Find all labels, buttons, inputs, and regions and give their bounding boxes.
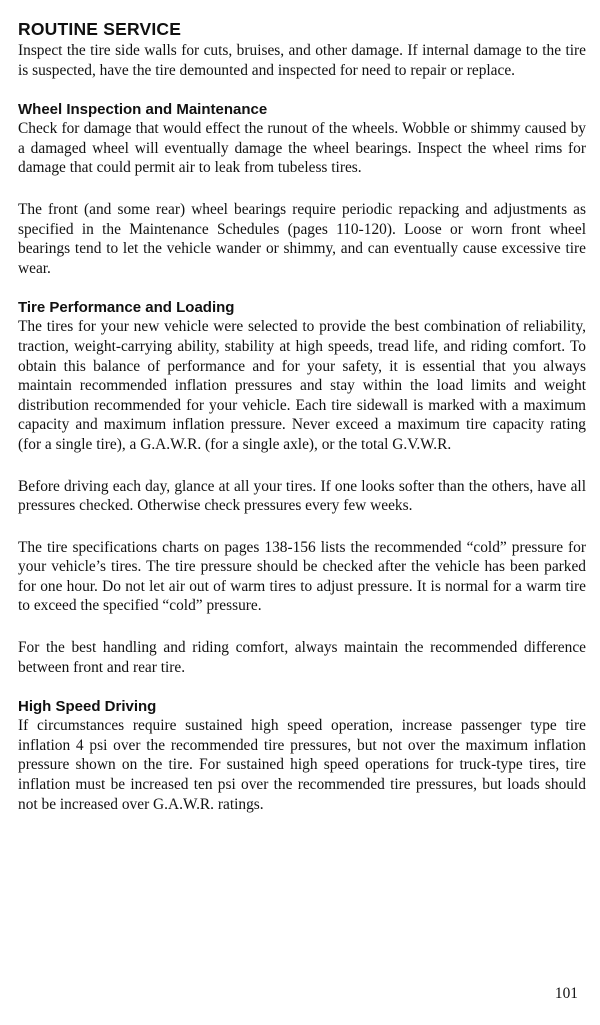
spacer bbox=[18, 455, 586, 477]
paragraph: If circumstances require sustained high speed operation, increase passenger type tire inflation 4 psi over the recommended tire pressures, but not over the maximum inflation pressure shown on the tire. For sustained high speed operations for truck-type tires, tire inflation must be increased ten psi over the recommended tire pressures, but loads should not be increased over G.A.W.R. ratings. bbox=[18, 717, 586, 813]
paragraph: For the best handling and riding comfort, always maintain the recommended difference between front and rear tire. bbox=[18, 639, 586, 676]
document-page bbox=[18, 18, 586, 814]
intro-paragraph: Inspect the tire side walls for cuts, bruises, and other damage. If internal damage to the tire is suspected, have the tire demounted and inspected for need to repair or replace. bbox=[18, 42, 586, 79]
spacer bbox=[18, 178, 586, 200]
paragraph: The tire specifications charts on pages 138-156 lists the recommended “cold” pressure for your vehicle’s tires. The tire pressure should be checked after the vehicle has been parked for one hour. Do not let air out of warm tires to adjust pressure. It is normal for a warm tire to exceed the specified “cold” pressure. bbox=[18, 538, 586, 615]
spacer bbox=[18, 278, 586, 298]
spacer bbox=[18, 516, 586, 538]
paragraph: Check for damage that would effect the runout of the wheels. Wobble or shimmy caused by a damaged wheel will eventually damage the wheel bearings. Inspect the wheel rims for damage that could permit air to leak from tubeless tires. bbox=[18, 120, 586, 177]
spacer bbox=[18, 616, 586, 638]
section-high-speed-driving bbox=[18, 697, 586, 814]
paragraph: The tires for your new vehicle were selected to provide the best combination of reliability, traction, weight-carrying ability, stability at high speeds, tread life, and riding comfort. To obtain this balance of performance and for your safety, it is essential that you always maintain recommended inflation pressures and stay within the load limits and weight distribution recommended for your vehicle. Each tire sidewall is marked with a maximum capacity and maximum inflation pressure. Never exceed a maximum tire capacity rating (for a single tire), a G.A.W.R. (for a single axle), or the total G.V.W.R. bbox=[18, 318, 586, 453]
section-heading: Tire Performance and Loading bbox=[18, 299, 235, 317]
section-heading: Wheel Inspection and Maintenance bbox=[18, 101, 268, 119]
paragraph: The front (and some rear) wheel bearings require periodic repacking and adjustments as specified in the Maintenance Schedules (pages 110-120). Loose or worn front wheel bearings tend to let the vehicle wander or shimmy, and can eventually cause excessive tire wear. bbox=[18, 200, 586, 277]
spacer bbox=[18, 80, 586, 100]
paragraph: Before driving each day, glance at all your tires. If one looks softer than the others, have all pressures checked. Otherwise check pressures every few weeks. bbox=[18, 477, 586, 515]
section-tire-performance bbox=[18, 298, 586, 677]
page-title: ROUTINE SERVICE bbox=[18, 19, 182, 39]
spacer bbox=[18, 677, 586, 697]
section-heading: High Speed Driving bbox=[18, 698, 157, 716]
section-wheel-inspection bbox=[18, 100, 586, 278]
page-number: 101 bbox=[554, 985, 578, 1002]
